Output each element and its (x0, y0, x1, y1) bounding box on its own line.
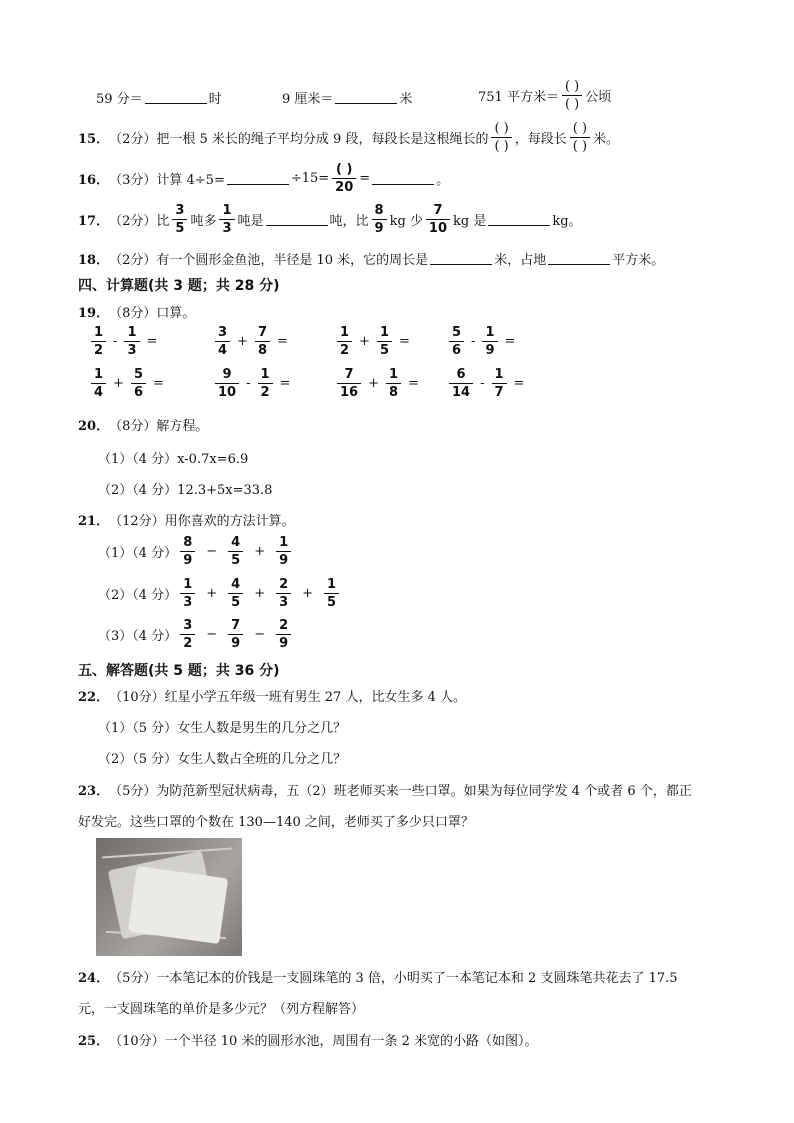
question-number: 19． (78, 306, 110, 321)
question-text: 有一个圆形金鱼池，半径是 10 米，它的周长是 (156, 253, 429, 268)
equals-sign: = (504, 334, 516, 349)
fraction: $\frac{7}{16}$ (337, 368, 361, 399)
sub-question-1: （1）（5 分）女生人数是男生的几分之几？ (98, 721, 347, 736)
question-text: kg。 (552, 214, 582, 229)
answer-blank[interactable] (266, 213, 328, 226)
question-text: 口算。 (156, 306, 196, 321)
conv-3-lead: 751 平方米＝ (478, 90, 559, 105)
question-number: 18． (78, 253, 110, 268)
fraction: $\frac{7}{9}$ (228, 619, 243, 650)
answer-blank[interactable] (548, 252, 610, 265)
fraction-blank[interactable]: $\frac{( )}{( )}$ (491, 122, 511, 153)
question-number: 23． (78, 784, 110, 799)
operator: − (206, 627, 218, 642)
question-text: kg 少 (389, 214, 423, 229)
question-text: 吨是 (237, 214, 264, 229)
operator: + (237, 334, 248, 349)
equals-sign: = (399, 334, 410, 349)
section-heading-4: 四、计算题(共 3 题；共 28 分) (78, 278, 280, 294)
fraction: $\frac{6}{14}$ (449, 368, 473, 399)
fraction: $\frac{8}{9}$ (372, 204, 387, 235)
question-19 (78, 302, 195, 321)
question-text: 一本笔记本的价钱是一支圆珠笔的 3 倍，小明买了一本笔记本和 2 支圆珠笔共花去了 17.5 (156, 971, 678, 986)
fraction: $\frac{1}{5}$ (377, 326, 392, 357)
conv-1-unit: 时 (208, 92, 222, 107)
question-text: 米。 (593, 132, 620, 147)
question-text-cont: 元，一支圆珠笔的单价是多少元？（列方程解答） (78, 1002, 365, 1017)
question-text: 把一根 5 米长的绳子平均分成 9 段，每段长是这根绳长的 (156, 132, 489, 147)
fraction-blank[interactable]: $\frac{( )}{( )}$ (562, 80, 582, 111)
fraction: $\frac{1}{3}$ (124, 326, 139, 357)
equals-sign: = (408, 376, 419, 391)
conv-1-lead: 59 分＝ (96, 92, 143, 107)
mental-math-item[interactable] (446, 326, 519, 357)
question-score: （3分） (109, 173, 157, 188)
question-text: 计算 4÷5= (156, 173, 225, 188)
expression-1 (98, 536, 294, 567)
equals-sign: = (153, 376, 164, 391)
answer-blank[interactable] (227, 172, 289, 185)
question-15 (78, 122, 619, 153)
question-23 (78, 780, 692, 799)
fraction: $\frac{1}{7}$ (492, 368, 507, 399)
question-text: 吨多 (190, 214, 217, 229)
mental-math-item[interactable] (334, 368, 423, 399)
fraction: $\frac{2}{3}$ (276, 578, 291, 609)
expression-body (177, 578, 342, 609)
question-text: 一个半径 10 米的圆形水池，周围有一条 2 米宽的小路（如图）。 (164, 1034, 538, 1049)
fraction: $\frac{7}{10}$ (426, 204, 450, 235)
fraction: $\frac{1}{2}$ (337, 326, 352, 357)
question-24 (78, 967, 678, 986)
operator: - (246, 376, 251, 391)
equals-sign: = (279, 376, 291, 391)
question-number: 15． (78, 132, 110, 147)
fraction: $\frac{1}{9}$ (482, 326, 497, 357)
question-text: 用你喜欢的方法计算。 (164, 514, 295, 529)
question-score: （5分） (109, 971, 157, 986)
question-score: （10分） (109, 1034, 165, 1049)
question-22 (78, 686, 466, 705)
question-25 (78, 1030, 537, 1049)
question-score: （10分） (109, 690, 165, 705)
question-text: 为防范新型冠状病毒，五（2）班老师买来一些口罩。如果为每位同学发 4 个或者 6 个，都正 (156, 784, 692, 799)
operator: - (113, 334, 118, 349)
question-16 (78, 163, 449, 194)
operator: + (206, 586, 218, 601)
question-score: （2分） (109, 132, 157, 147)
fraction: $\frac{1}{2}$ (258, 368, 273, 399)
fraction: $\frac{1}{9}$ (276, 536, 291, 567)
question-text: 比 (156, 214, 170, 229)
answer-blank[interactable] (372, 172, 434, 185)
operator: − (206, 544, 218, 559)
operator: + (359, 334, 370, 349)
question-score: （8分） (109, 306, 157, 321)
operator: + (113, 376, 124, 391)
fraction: $\frac{2}{9}$ (276, 619, 291, 650)
equals-sign: = (146, 334, 158, 349)
operator: + (302, 586, 314, 601)
question-text: = (359, 171, 371, 186)
fraction: $\frac{7}{8}$ (255, 326, 270, 357)
question-17 (78, 204, 582, 235)
fraction-blank[interactable]: $\frac{( )}{( )}$ (570, 122, 590, 153)
fraction: $\frac{1}{3}$ (219, 204, 234, 235)
expression-body (177, 619, 294, 650)
masks-photo (96, 838, 242, 956)
section-heading-5: 五、解答题(共 5 题；共 36 分) (78, 663, 280, 679)
question-text: 米，占地 (494, 253, 547, 268)
answer-blank[interactable] (335, 91, 397, 104)
question-score: （2分） (109, 214, 157, 229)
fraction: $\frac{1}{4}$ (91, 368, 106, 399)
sub-question-2: （2）（5 分）女生人数占全班的几分之几？ (98, 752, 347, 767)
question-20 (78, 415, 208, 434)
question-number: 16． (78, 173, 110, 188)
answer-blank[interactable] (488, 213, 550, 226)
conv-2-lead: 9 厘米＝ (282, 92, 334, 107)
fraction: $\frac{4}{5}$ (228, 578, 243, 609)
question-text: ÷15= (290, 171, 330, 186)
operator: − (254, 627, 266, 642)
question-text-cont: 好发完。这些口罩的个数在 130—140 之间，老师买了多少只口罩？ (78, 815, 474, 830)
equation-2: （2）（4 分）12.3+5x=33.8 (98, 483, 273, 498)
question-text: 红星小学五年级一班有男生 27 人，比女生多 4 人。 (164, 690, 466, 705)
mental-math-item[interactable] (334, 326, 414, 357)
conversion-row (96, 88, 222, 107)
operator: + (254, 586, 266, 601)
equals-sign: = (277, 334, 288, 349)
fraction: $\frac{1}{8}$ (386, 368, 401, 399)
operator: + (368, 376, 379, 391)
equals-sign: = (513, 376, 525, 391)
sub-question-label: （2）（4 分） (98, 588, 178, 603)
fraction: $\frac{3}{2}$ (180, 619, 195, 650)
question-text: 平方米。 (612, 253, 665, 268)
question-number: 24． (78, 971, 110, 986)
question-text: 。 (436, 173, 450, 188)
question-number: 21． (78, 514, 110, 529)
question-text: ，每段长 (514, 132, 567, 147)
conversion-row-3 (478, 80, 611, 111)
fraction: $\frac{3}{5}$ (172, 204, 187, 235)
equation-1: （1）（4 分）x-0.7x=6.9 (98, 452, 249, 467)
question-number: 22． (78, 690, 110, 705)
question-number: 17． (78, 214, 110, 229)
question-21 (78, 510, 295, 529)
expression-2 (98, 578, 342, 609)
question-text: 解方程。 (156, 419, 209, 434)
fraction: $\frac{8}{9}$ (180, 536, 195, 567)
sub-question-label: （3）（4 分） (98, 629, 178, 644)
question-text: 吨，比 (329, 214, 369, 229)
fraction: $\frac{3}{4}$ (215, 326, 230, 357)
question-score: （12分） (109, 514, 165, 529)
question-number: 25． (78, 1034, 110, 1049)
mental-math-item[interactable] (88, 326, 161, 357)
fraction-blank[interactable]: $\frac{( )}{20}$ (332, 163, 356, 194)
expression-3 (98, 619, 294, 650)
question-score: （8分） (109, 419, 157, 434)
conv-2-unit: 米 (399, 92, 413, 107)
conversion-row-2 (282, 88, 412, 107)
mental-math-item[interactable] (212, 368, 294, 399)
question-score: （5分） (109, 784, 157, 799)
fraction: $\frac{5}{6}$ (449, 326, 464, 357)
conv-3-unit: 公顷 (585, 90, 612, 105)
expression-body (177, 536, 294, 567)
fraction: $\frac{1}{5}$ (324, 578, 339, 609)
answer-blank[interactable] (430, 252, 492, 265)
answer-blank[interactable] (145, 91, 207, 104)
mental-math-item[interactable] (446, 368, 528, 399)
sub-question-label: （1）（4 分） (98, 546, 178, 561)
fraction: $\frac{4}{5}$ (228, 536, 243, 567)
fraction: $\frac{9}{10}$ (215, 368, 239, 399)
question-number: 20． (78, 419, 110, 434)
fraction: $\frac{1}{3}$ (180, 578, 195, 609)
operator: + (254, 544, 266, 559)
fraction: $\frac{5}{6}$ (131, 368, 146, 399)
operator: - (471, 334, 476, 349)
fraction: $\frac{1}{2}$ (91, 326, 106, 357)
mental-math-item[interactable] (88, 368, 168, 399)
mental-math-item[interactable] (212, 326, 292, 357)
question-text: kg 是 (453, 214, 487, 229)
operator: - (480, 376, 485, 391)
question-18 (78, 249, 664, 268)
question-score: （2分） (109, 253, 157, 268)
